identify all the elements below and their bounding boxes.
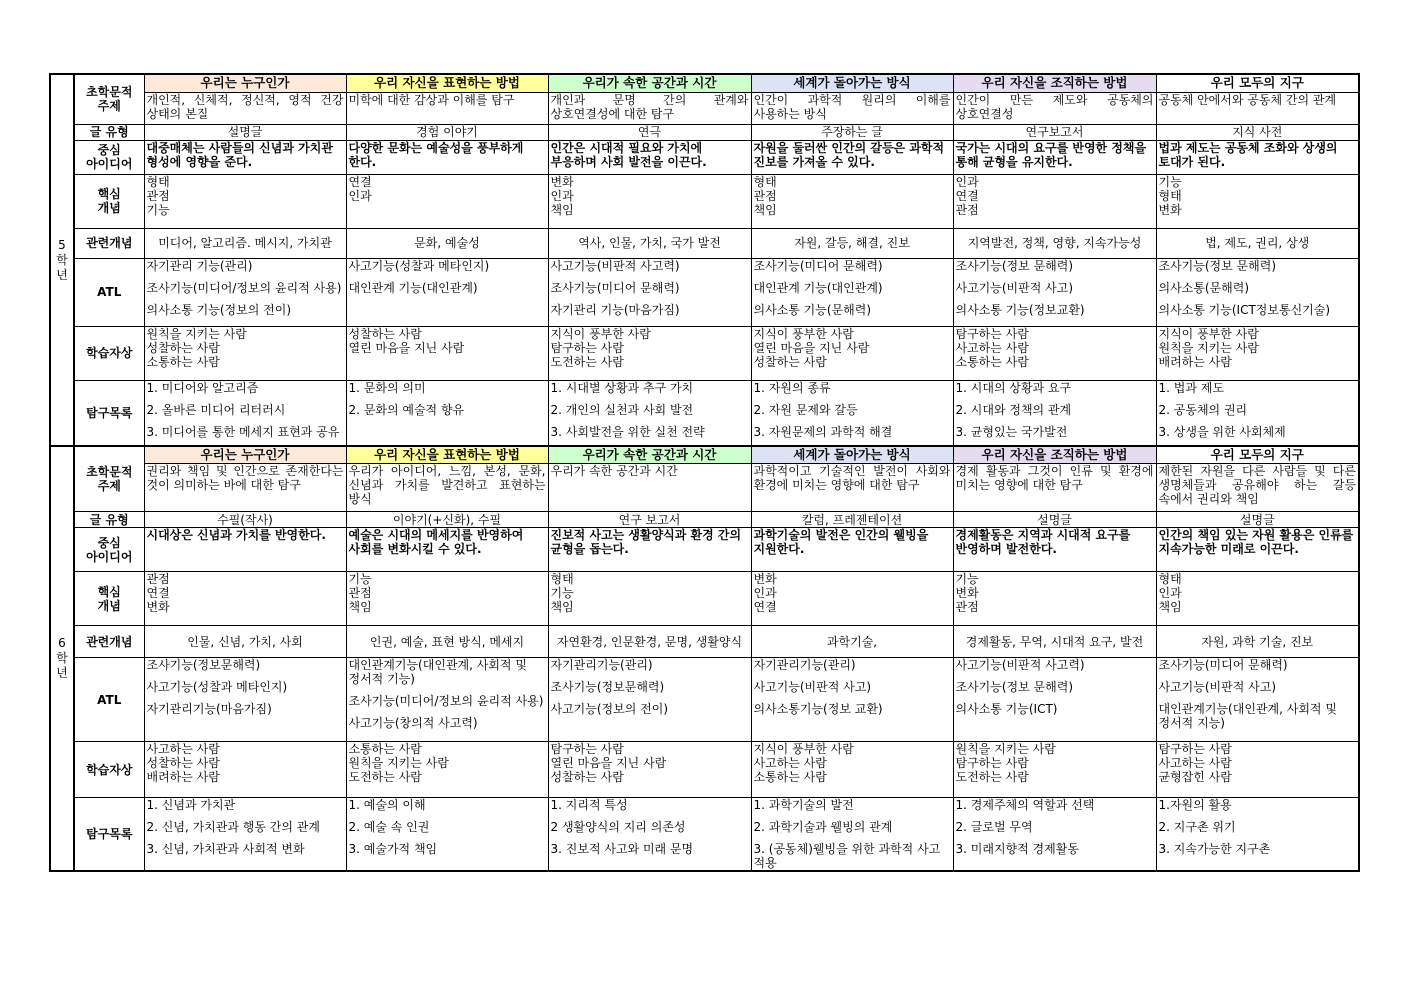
theme-description: 인간이 만든 제도와 공동체의 상호연결성 [953,92,1156,124]
list-item: 의사소통(문해력) [1158,280,1250,295]
list-item: 관점 [146,572,170,586]
list-item: 1. 미디어와 알고리즘 [146,380,259,395]
list-item: 1. 법과 제도 [1158,380,1224,395]
list-item: 2. 개인의 실천과 사회 발전 [550,402,694,417]
table-row [50,464,1359,512]
list-item: 사고하는 사람 [1158,756,1232,770]
lines-of-inquiry-cell [548,380,751,446]
learner-profile-cell [953,326,1156,380]
lines-of-inquiry-cell [1156,798,1359,872]
list-item: 사고기능(비판적 사고) [1158,680,1277,694]
list-item: 대인관계 기능(대인관계) [753,280,883,295]
theme-header: 우리는 누구인가 [144,74,346,92]
list-item: 2. 문화의 예술적 향유 [348,402,465,417]
list-item: 3. 균형있는 국가발전 [955,424,1068,439]
related-concepts-cell: 경제활동, 무역, 시대적 요구, 발전 [953,626,1156,658]
learner-profile-cell [346,742,548,798]
list-item: 사고하는 사람 [955,340,1029,355]
lines-of-inquiry-cell [751,380,953,446]
list-item: 인과 [753,586,777,600]
central-idea-cell: 인간은 시대적 필요와 가치에 부응하며 사회 발전을 이끈다. [548,140,751,174]
row-label-related-concepts: 관련개념 [74,626,144,658]
theme-header: 우리 자신을 조직하는 방법 [953,446,1156,464]
row-label-key-concepts: 핵심 개념 [74,572,144,626]
list-item: 소통하는 사람 [146,354,220,369]
theme-description: 인간이 과학적 원리의 이해를 사용하는 방식 [751,92,953,124]
atl-cell [346,658,548,742]
theme-header: 우리가 속한 공간과 시간 [548,74,751,92]
row-label-genre: 글 유형 [74,124,144,140]
list-item: 의사소통 기능(ICT정보통신기술) [1158,302,1331,317]
list-item: 의사소통 기능(ICT) [955,702,1058,716]
theme-description: 우리가 아이디어, 느낌, 본성, 문화, 신념과 가치를 발견하고 표현하는 방식 [346,464,548,512]
list-item: 변화 [955,586,979,600]
list-item: 2. 글로벌 무역 [955,820,1033,834]
list-item: 2. 지구촌 위기 [1158,820,1236,834]
central-idea-cell: 예술은 시대의 메세지를 반영하여 사회를 변화시킬 수 있다. [346,528,548,572]
genre-cell: 주장하는 글 [751,124,953,140]
genre-cell: 설명글 [144,124,346,140]
list-item: 3. (공동체)웰빙을 위한 과학적 사고 적용 [753,842,941,870]
learner-profile-cell [1156,742,1359,798]
genre-cell: 경험 이야기 [346,124,548,140]
list-item: 탐구하는 사람 [550,340,624,355]
theme-header: 우리 자신을 조직하는 방법 [953,74,1156,92]
list-item: 관점 [955,202,979,217]
table-row [50,626,1359,658]
list-item: 자기관리 기능(마음가짐) [550,302,680,317]
list-item: 탐구하는 사람 [550,742,624,756]
central-idea-cell: 과학기술의 발전은 인간의 웰빙을 지원한다. [751,528,953,572]
list-item: 조사기능(정보 문해력) [955,680,1074,694]
list-item: 3. 진보적 사고와 미래 문명 [550,842,694,856]
learner-profile-cell [548,742,751,798]
atl-cell [548,258,751,326]
list-item: 자기관리기능(관리) [753,658,856,672]
list-item: 열린 마음을 지닌 사람 [550,756,667,770]
lines-of-inquiry-cell [1156,380,1359,446]
table-row [50,124,1359,140]
list-item: 변화 [550,174,574,189]
list-item: 1. 시대의 상황과 요구 [955,380,1072,395]
list-item: 3. 자원문제의 과학적 해결 [753,424,893,439]
related-concepts-cell: 문화, 예술성 [346,228,548,258]
list-item: 변화 [753,572,777,586]
key-concepts-cell [1156,174,1359,228]
list-item: 기능 [1158,174,1182,189]
list-item: 변화 [1158,202,1182,217]
list-item: 지식이 풍부한 사람 [753,326,854,341]
theme-header: 세계가 돌아가는 방식 [751,446,953,464]
theme-description: 제한된 자원을 다른 사람들 및 다른 생명체들과 공유해야 하는 갈등 속에서 권리와 책임 [1156,464,1359,512]
list-item: 연결 [955,188,979,203]
list-item: 1. 신념과 가치관 [146,798,236,812]
list-item: 소통하는 사람 [955,354,1029,369]
list-item: 열린 마음을 지닌 사람 [348,340,465,355]
list-item: 배려하는 사람 [1158,354,1232,369]
related-concepts-cell: 인권, 예술, 표현 방식, 메세지 [346,626,548,658]
related-concepts-cell: 과학기술, [751,626,953,658]
list-item: 의사소통기능(정보 교환) [753,702,883,716]
list-item: 사고기능(정보의 전이) [550,702,669,716]
related-concepts-cell: 자원, 과학 기술, 진보 [1156,626,1359,658]
genre-cell: 수필(작사) [144,512,346,528]
row-label-theme: 초학문적 주제 [74,446,144,512]
theme-description: 권리와 책임 및 인간으로 존재한다는 것이 의미하는 바에 대한 탐구 [144,464,346,512]
row-label-theme: 초학문적 주제 [74,74,144,124]
theme-header: 우리 모두의 지구 [1156,74,1359,92]
list-item: 조사기능(미디어 문해력) [1158,658,1288,672]
list-item: 연결 [348,174,372,189]
central-idea-cell: 대중매체는 사람들의 신념과 가치관 형성에 영향을 준다. [144,140,346,174]
list-item: 3. 사회발전을 위한 실천 전략 [550,424,705,439]
list-item: 사고기능(창의적 사고력) [348,716,478,730]
list-item: 의사소통 기능(문해력) [753,302,872,317]
list-item: 사고하는 사람 [753,756,827,770]
learner-profile-cell [548,326,751,380]
lines-of-inquiry-cell [144,798,346,872]
theme-description: 공동체 안에서와 공동체 간의 관계 [1156,92,1359,124]
list-item: 조사기능(정보문해력) [146,658,261,672]
list-item: 탐구하는 사람 [955,326,1029,341]
genre-cell: 연구 보고서 [548,512,751,528]
row-label-lines-of-inquiry: 탐구목록 [74,380,144,446]
table-row [50,658,1359,742]
list-item: 대인관계기능(대인관계, 사회적 및 정서적 기능) [348,658,527,686]
key-concepts-cell [953,174,1156,228]
row-label-central-idea: 중심 아이디어 [74,528,144,572]
theme-description: 개인과 문명 간의 관계와 상호연결성에 대한 탐구 [548,92,751,124]
theme-description: 과학적이고 기술적인 발전이 사회와 환경에 미치는 영향에 대한 탐구 [751,464,953,512]
learner-profile-cell [751,742,953,798]
grade-label: 6 학 년 [50,446,74,871]
grade-label: 5 학 년 [50,74,74,446]
list-item: 대인관계 기능(대인관계) [348,280,478,295]
list-item: 3. 지속가능한 지구촌 [1158,842,1271,856]
central-idea-cell: 국가는 시대의 요구를 반영한 정책을 통해 균형을 유지한다. [953,140,1156,174]
list-item: 도전하는 사람 [550,354,624,369]
related-concepts-cell: 역사, 인물, 가치, 국가 발전 [548,228,751,258]
genre-cell: 칼럼, 프레젠테이션 [751,512,953,528]
list-item: 2 생활양식의 지리 의존성 [550,820,686,834]
list-item: 배려하는 사람 [146,770,220,784]
list-item: 조사기능(미디어/정보의 윤리적 사용) [348,694,544,708]
theme-header: 세계가 돌아가는 방식 [751,74,953,92]
list-item: 연결 [753,600,777,614]
table-row [50,228,1359,258]
central-idea-cell: 법과 제도는 공동체 조화와 상생의 토대가 된다. [1156,140,1359,174]
list-item: 형태 [550,572,574,586]
list-item: 형태 [753,174,777,189]
lines-of-inquiry-cell [346,798,548,872]
genre-cell: 설명글 [1156,512,1359,528]
list-item: 형태 [1158,572,1182,586]
key-concepts-cell [953,572,1156,626]
row-label-central-idea: 중심 아이디어 [74,140,144,174]
key-concepts-cell [751,174,953,228]
list-item: 소통하는 사람 [348,742,422,756]
list-item: 균형잡힌 사람 [1158,770,1232,784]
list-item: 도전하는 사람 [955,770,1029,784]
list-item: 관점 [348,586,372,600]
theme-header: 우리가 속한 공간과 시간 [548,446,751,464]
list-item: 사고기능(비판적 사고력) [550,258,680,273]
row-label-atl: ATL [74,258,144,326]
atl-cell [1156,258,1359,326]
table-row [50,92,1359,124]
genre-cell: 설명글 [953,512,1156,528]
table-row [50,74,1359,92]
atl-cell [751,258,953,326]
key-concepts-cell [1156,572,1359,626]
list-item: 대인관계기능(대인관계, 사회적 및 정서적 지능) [1158,702,1337,730]
central-idea-cell: 진보적 사고는 생활양식과 환경 간의 균형을 돕는다. [548,528,751,572]
genre-cell: 이야기(+신화), 수필 [346,512,548,528]
list-item: 지식이 풍부한 사람 [753,742,854,756]
list-item: 원칙을 지키는 사람 [955,742,1056,756]
list-item: 2. 자원 문제와 갈등 [753,402,858,417]
list-item: 인과 [550,188,574,203]
list-item: 사고기능(비판적 사고) [753,680,872,694]
learner-profile-cell [1156,326,1359,380]
table-row [50,174,1359,228]
key-concepts-cell [751,572,953,626]
learner-profile-cell [953,742,1156,798]
list-item: 자기관리 기능(관리) [146,258,253,273]
list-item: 조사기능(정보 문해력) [1158,258,1277,273]
theme-header: 우리 자신을 표현하는 방법 [346,446,548,464]
table-row [50,572,1359,626]
theme-header: 우리 모두의 지구 [1156,446,1359,464]
row-label-learner-profile: 학습자상 [74,742,144,798]
list-item: 조사기능(미디어/정보의 윤리적 사용) [146,280,342,295]
key-concepts-cell [144,572,346,626]
list-item: 3. 신념, 가치관과 사회적 변화 [146,842,305,856]
lines-of-inquiry-cell [953,798,1156,872]
learner-profile-cell [751,326,953,380]
list-item: 1. 자원의 종류 [753,380,831,395]
list-item: 3. 미디어를 통한 메세지 표현과 공유 [146,424,340,439]
list-item: 책임 [550,202,574,217]
theme-header: 우리는 누구인가 [144,446,346,464]
theme-description: 우리가 속한 공간과 시간 [548,464,751,512]
list-item: 성찰하는 사람 [146,340,220,355]
atl-cell [346,258,548,326]
list-item: 1.자원의 활용 [1158,798,1232,812]
list-item: 탐구하는 사람 [1158,742,1232,756]
list-item: 성찰하는 사람 [753,354,827,369]
lines-of-inquiry-cell [548,798,751,872]
key-concepts-cell [144,174,346,228]
key-concepts-cell [548,572,751,626]
central-idea-cell: 다양한 문화는 예술성을 풍부하게 한다. [346,140,548,174]
row-label-key-concepts: 핵심 개념 [74,174,144,228]
theme-header: 우리 자신을 표현하는 방법 [346,74,548,92]
list-item: 3. 상생을 위한 사회체제 [1158,424,1286,439]
list-item: 자기관리기능(관리) [550,658,653,672]
list-item: 1. 문화의 의미 [348,380,426,395]
list-item: 조사기능(미디어 문해력) [550,280,680,295]
central-idea-cell: 인간의 책임 있는 자원 활용은 인류를 지속가능한 미래로 이끈다. [1156,528,1359,572]
list-item: 기능 [348,572,372,586]
atl-cell [548,658,751,742]
list-item: 1. 과학기술의 발전 [753,798,854,812]
list-item: 책임 [1158,600,1182,614]
table-row [50,446,1359,464]
lines-of-inquiry-cell [953,380,1156,446]
list-item: 사고기능(비판적 사고력) [955,658,1085,672]
list-item: 3. 예술가적 책임 [348,842,438,856]
list-item: 열린 마음을 지닌 사람 [753,340,870,355]
learner-profile-cell [144,742,346,798]
atl-cell [953,658,1156,742]
lines-of-inquiry-cell [346,380,548,446]
genre-cell: 연극 [548,124,751,140]
genre-cell: 지식 사전 [1156,124,1359,140]
row-label-related-concepts: 관련개념 [74,228,144,258]
list-item: 관점 [753,188,777,203]
list-item: 탐구하는 사람 [955,756,1029,770]
list-item: 인과 [955,174,979,189]
related-concepts-cell: 미디어, 알고리즘. 메시지, 가치관 [144,228,346,258]
list-item: 3. 미래지향적 경제활동 [955,842,1079,856]
table-row [50,326,1359,380]
list-item: 성찰하는 사람 [146,756,220,770]
table-row [50,512,1359,528]
theme-description: 미학에 대한 감상과 이해를 탐구 [346,92,548,124]
table-row [50,140,1359,174]
list-item: 지식이 풍부한 사람 [550,326,651,341]
central-idea-cell: 시대상은 신념과 가치를 반영한다. [144,528,346,572]
list-item: 소통하는 사람 [753,770,827,784]
list-item: 책임 [348,600,372,614]
row-label-genre: 글 유형 [74,512,144,528]
central-idea-cell: 자원을 둘러싼 인간의 갈등은 과학적 진보를 가져올 수 있다. [751,140,953,174]
atl-cell [751,658,953,742]
list-item: 기능 [550,586,574,600]
atl-cell [144,658,346,742]
theme-description: 경제 활동과 그것이 인류 및 환경에 미치는 영향에 대한 탐구 [953,464,1156,512]
atl-cell [1156,658,1359,742]
list-item: 2. 신념, 가치관과 행동 간의 관계 [146,820,320,834]
list-item: 성찰하는 사람 [348,326,422,341]
list-item: 의사소통 기능(정보교환) [955,302,1085,317]
row-label-lines-of-inquiry: 탐구목록 [74,798,144,872]
table-row [50,798,1359,872]
list-item: 책임 [753,202,777,217]
list-item: 변화 [146,600,170,614]
list-item: 책임 [550,600,574,614]
list-item: 1. 지리적 특성 [550,798,628,812]
lines-of-inquiry-cell [144,380,346,446]
list-item: 형태 [146,174,170,189]
list-item: 1. 경제주체의 역할과 선택 [955,798,1095,812]
list-item: 1. 예술의 이해 [348,798,426,812]
table-row [50,258,1359,326]
list-item: 사고기능(성찰과 메타인지) [146,680,288,694]
row-label-learner-profile: 학습자상 [74,326,144,380]
list-item: 원칙을 지키는 사람 [146,326,247,341]
list-item: 사고기능(성찰과 메타인지) [348,258,490,273]
list-item: 2. 올바른 미디어 리터러시 [146,402,286,417]
list-item: 기능 [955,572,979,586]
atl-cell [953,258,1156,326]
list-item: 관점 [955,600,979,614]
list-item: 성찰하는 사람 [550,770,624,784]
list-item: 2. 시대와 정책의 관계 [955,402,1072,417]
learner-profile-cell [346,326,548,380]
table-row [50,528,1359,572]
key-concepts-cell [548,174,751,228]
genre-cell: 연구보고서 [953,124,1156,140]
row-label-atl: ATL [74,658,144,742]
related-concepts-cell: 자원, 갈등, 해결, 진보 [751,228,953,258]
list-item: 도전하는 사람 [348,770,422,784]
key-concepts-cell [346,174,548,228]
list-item: 조사기능(정보문해력) [550,680,665,694]
list-item: 연결 [146,586,170,600]
lines-of-inquiry-cell [751,798,953,872]
list-item: 의사소통 기능(정보의 전이) [146,302,292,317]
list-item: 2. 공동체의 권리 [1158,402,1248,417]
list-item: 형태 [1158,188,1182,203]
related-concepts-cell: 자연환경, 인문환경, 문명, 생활양식 [548,626,751,658]
theme-description: 개인적, 신체적, 정신적, 영적 건강 상태의 본질 [144,92,346,124]
list-item: 지식이 풍부한 사람 [1158,326,1259,341]
list-item: 인과 [1158,586,1182,600]
atl-cell [144,258,346,326]
list-item: 사고하는 사람 [146,742,220,756]
list-item: 사고기능(비판적 사고) [955,280,1074,295]
related-concepts-cell: 지역발전, 정책, 영향, 지속가능성 [953,228,1156,258]
list-item: 자기관리기능(마음가짐) [146,702,272,716]
curriculum-table [49,73,1360,872]
list-item: 조사기능(미디어 문해력) [753,258,883,273]
list-item: 관점 [146,188,170,203]
learner-profile-cell [144,326,346,380]
list-item: 원칙을 지키는 사람 [1158,340,1259,355]
list-item: 인과 [348,188,372,203]
list-item: 조사기능(정보 문해력) [955,258,1074,273]
related-concepts-cell: 인물, 신념, 가치, 사회 [144,626,346,658]
list-item: 2. 과학기술과 웰빙의 관계 [753,820,893,834]
related-concepts-cell: 법, 제도, 권리, 상생 [1156,228,1359,258]
central-idea-cell: 경제활동은 지역과 시대적 요구를 반영하며 발전한다. [953,528,1156,572]
list-item: 1. 시대별 상황과 추구 가치 [550,380,694,395]
list-item: 기능 [146,202,170,217]
list-item: 2. 예술 속 인권 [348,820,430,834]
table-row [50,380,1359,446]
table-row [50,742,1359,798]
key-concepts-cell [346,572,548,626]
list-item: 원칙을 지키는 사람 [348,756,449,770]
